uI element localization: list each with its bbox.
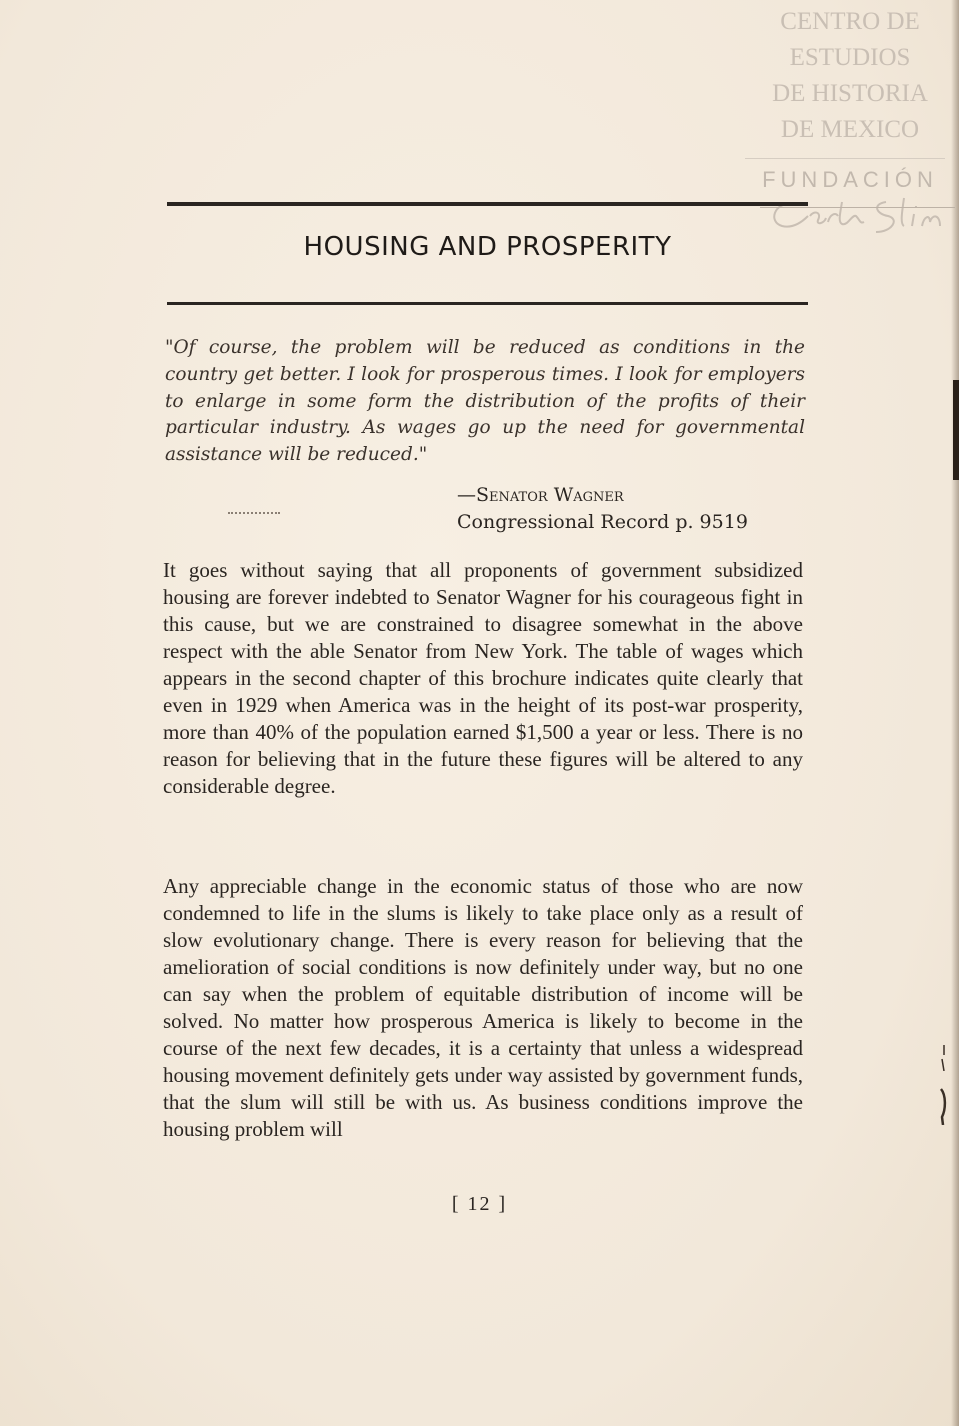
- margin-ink-mark: [939, 1085, 947, 1125]
- watermark-fundacion: FUNDACIÓN: [762, 167, 938, 192]
- body-paragraph: It goes without saying that all proponents of government subsidized housing are forever indebted to Senator Wagner for his courageous fight in this cause, but we are constrained to disagree somewhat in the above respect with the able Senator from New York. The table of wages which appears in the second chapter of this brochure indicates quite clearly that even in 1929 when America was in the height of its post-war prosperity, more than 40% of the population earned $1,500 a year or less. There is no reason for believing that in the future these figures will be altered to any considerable degree.: [163, 558, 803, 798]
- quote-source: Congressional Record p. 9519: [457, 511, 748, 533]
- epigraph-quote: "Of course, the problem will be reduced as conditions in the country get better. I look for prosperous times. I look for employers to enlarge in some form the distribution of the profits of their particular industry. As wages go up the need for governmental assistance will be reduced.": [165, 337, 805, 466]
- epigraph-attribution: [457, 482, 748, 536]
- watermark-line-1: CENTRO DE: [780, 8, 920, 35]
- page-number: [ 12 ]: [451, 1193, 508, 1215]
- title-rule-bottom: [167, 302, 808, 305]
- watermark-line-2: ESTUDIOS: [789, 44, 911, 71]
- watermark-line-3: DE HISTORIA: [772, 80, 928, 107]
- ink-smudge: [228, 508, 280, 514]
- watermark-stamp: [755, 4, 945, 195]
- margin-ink-mark: [941, 1045, 947, 1071]
- title-rule-extension: [760, 207, 955, 208]
- watermark-line-4: DE MEXICO: [780, 116, 920, 143]
- page-edge-mark: [953, 380, 959, 480]
- watermark-divider: [745, 158, 945, 159]
- body-paragraph: Any appreciable change in the economic status of those who are now condemned to life in the slums is likely to take place only as a result of slow evolutionary change. There is every reason for believing that the amelioration of social conditions is now definitely under way, but no one can say when the problem of equitable distribution of income will be solved. No matter how prosperous America is likely to become in the course of the next few decades, it is a certainty that unless a widespread housing movement definitely gets under way assisted by government funds, that the slum will still be with us. As business conditions improve the housing problem will: [163, 874, 803, 1141]
- page-title: HOUSING AND PROSPERITY: [303, 232, 672, 262]
- quote-author: —Senator Wagner: [457, 484, 624, 506]
- title-rule-top: [167, 202, 808, 206]
